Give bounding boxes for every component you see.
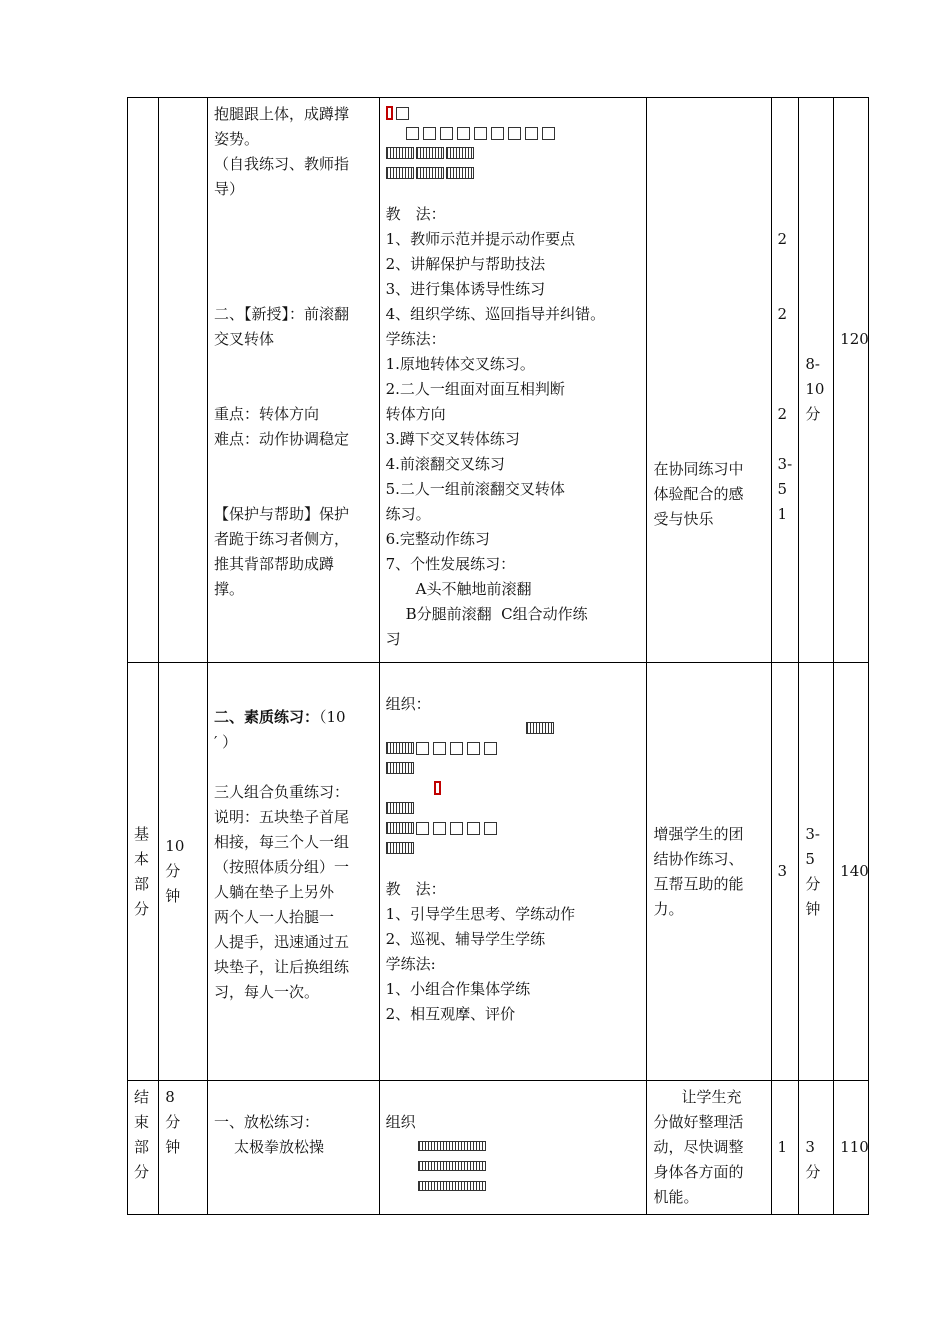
count-value: 3 (777, 862, 788, 880)
time-cell (799, 1081, 834, 1215)
content-cell (208, 98, 380, 663)
goal-line: 分做好整理活 (653, 1113, 744, 1131)
desc-line: 习，每人一次。 (214, 983, 320, 1001)
heart-rate-cell (834, 1081, 869, 1215)
part-label: 分 (134, 899, 150, 918)
time-value: 分 (805, 874, 821, 893)
personal-practice-b: B分腿前滚翻 C组合动作练 (405, 605, 588, 623)
duration-cell (159, 663, 208, 1081)
learn-item: 练习。 (385, 505, 431, 523)
teach-item: 2、讲解保护与帮助技法 (385, 255, 546, 273)
duration-cell (159, 1081, 208, 1215)
content-line: 姿势。 (214, 130, 260, 148)
teach-item: 3、进行集体诱导性练习 (385, 280, 546, 298)
count-cell (771, 98, 799, 663)
time-value: 10 (805, 380, 825, 398)
learn-item: 3.蹲下交叉转体练习 (385, 430, 520, 448)
time-value: 8- (805, 355, 820, 373)
goal-line: 受与快乐 (653, 510, 714, 528)
new-lesson-title: 交叉转体 (214, 330, 275, 348)
learn-item: 4.前滚翻交叉练习 (385, 455, 505, 473)
goal-cell (647, 1081, 771, 1215)
student-rows-icon (386, 162, 641, 182)
method-cell (379, 663, 647, 1081)
content-cell (208, 663, 380, 1081)
protection-text: 者跪于练习者侧方， (214, 530, 350, 548)
lesson-plan-table (127, 97, 869, 1215)
goal-line: 互帮互助的能 (653, 874, 744, 893)
part-label: 部 (134, 874, 150, 893)
student-rows-icon (386, 1175, 641, 1195)
count-value: 2 (777, 405, 788, 423)
learn-item: 2.二人一组面对面互相判断 (385, 380, 565, 398)
duration-value: 10 分 (165, 837, 190, 880)
heart-rate-cell (834, 98, 869, 663)
learn-label: 学练法： (385, 330, 446, 348)
student-rows-icon (386, 142, 641, 162)
count-value: 1 (777, 1138, 788, 1156)
heart-rate-value: 110 (840, 1138, 869, 1156)
protection-text: 撑。 (214, 580, 245, 598)
part-cell (128, 663, 159, 1081)
section-title-time: （10 (319, 708, 346, 726)
section-title (214, 705, 373, 730)
teach-item: 1、引导学生思考、学练动作 (385, 905, 576, 923)
personal-practice-a: A头不触地前滚翻 (415, 580, 532, 598)
teach-item: 2、巡视、辅导学生学练 (385, 930, 546, 948)
part-label: 结 (134, 1088, 150, 1106)
new-lesson-title: 二、【新授】：前滚翻 (214, 305, 350, 323)
student-rows-icon (386, 837, 641, 857)
count-value: 1 (777, 505, 788, 523)
section-title-time: ′ ） (214, 733, 238, 751)
learn-item: 2、相互观摩、评价 (385, 1005, 516, 1023)
formation-diagram (386, 817, 641, 837)
content-cell (208, 1081, 380, 1215)
protection-text: 推其背部帮助成蹲 (214, 555, 335, 573)
time-cell (799, 663, 834, 1081)
goal-line: 力。 (653, 899, 684, 918)
learn-label: 学练法: (385, 955, 436, 973)
heart-rate-value: 140 (840, 862, 869, 880)
part-label: 本 (134, 849, 150, 868)
key-point: 重点：转体方向 (214, 405, 320, 423)
teacher-marker-icon (386, 106, 393, 120)
goal-line: 结协作练习、 (653, 849, 744, 868)
count-cell (771, 663, 799, 1081)
desc-line: 人提手，迅速通过五 (214, 933, 350, 951)
student-rows-icon (386, 757, 641, 777)
goal-line: 体验配合的感 (653, 485, 744, 503)
goal-line: 机能。 (653, 1188, 699, 1206)
goal-line: 让学生充 (681, 1088, 742, 1106)
content-line: 一、放松练习： (214, 1113, 320, 1131)
teach-label: 教 法： (385, 880, 446, 898)
part-label: 束 (134, 1113, 150, 1131)
student-rows-icon (386, 797, 641, 817)
goal-cell (647, 663, 771, 1081)
duration-value: 钟 (165, 887, 181, 905)
content-line: （自我练习、教师指 (214, 155, 350, 173)
time-value: 3 (805, 1138, 815, 1156)
teach-item: 4、组织学练、巡回指导并纠错。 (385, 305, 606, 323)
part-label: 分 (134, 1163, 150, 1181)
count-value: 2 (777, 230, 788, 248)
duration-value: 钟 (165, 1138, 181, 1156)
heart-rate-cell (834, 663, 869, 1081)
table-row (128, 1081, 869, 1215)
content-line: 抱腿跟上体，成蹲撑 (214, 105, 350, 123)
learn-item: 转体方向 (385, 405, 446, 423)
count-value: 5 (777, 480, 788, 498)
duration-cell (159, 98, 208, 663)
part-label: 基 (134, 824, 150, 843)
desc-line: 块垫子，让后换组练 (214, 958, 350, 976)
desc-line: 相接，每三个人一组 (214, 833, 350, 851)
goal-cell (647, 98, 771, 663)
learn-item: 1.原地转体交叉练习。 (385, 355, 535, 373)
method-cell (379, 98, 647, 663)
org-label: 组织： (385, 695, 431, 713)
desc-line: （按照体质分组）一 (214, 858, 350, 876)
desc-line: 两个人一人抬腿一 (214, 908, 335, 926)
method-cell (379, 1081, 647, 1215)
formation-diagram (386, 737, 641, 757)
time-value: 钟 (805, 899, 821, 918)
formation-diagram (386, 102, 641, 122)
difficulty-point: 难点：动作协调稳定 (214, 430, 350, 448)
duration-value: 8 分 (165, 1088, 190, 1131)
learn-item: 6.完整动作练习 (385, 530, 490, 548)
learn-item: 1、小组合作集体学练 (385, 980, 531, 998)
student-rows-icon (386, 1155, 641, 1175)
goal-line: 动，尽快调整 (653, 1138, 744, 1156)
time-cell (799, 98, 834, 663)
goal-line: 身体各方面的 (653, 1163, 744, 1181)
learn-item: 7、个性发展练习： (385, 555, 516, 573)
count-value: 2 (777, 305, 788, 323)
count-cell (771, 1081, 799, 1215)
count-value: 3- (777, 455, 793, 473)
learn-item: 5.二人一组前滚翻交叉转体 (385, 480, 565, 498)
part-cell (128, 98, 159, 663)
part-cell (128, 1081, 159, 1215)
goal-line: 增强学生的团 (653, 824, 744, 843)
desc-line: 三人组合负重练习： (214, 783, 350, 801)
teacher-marker-icon (386, 777, 641, 797)
content-line: 太极拳放松操 (234, 1138, 325, 1156)
content-line: 导） (214, 180, 245, 198)
time-value: 分 (805, 405, 821, 423)
table-row (128, 98, 869, 663)
desc-line: 说明：五块垫子首尾 (214, 808, 350, 826)
student-rows-icon (386, 1135, 641, 1155)
teach-item: 1、教师示范并提示动作要点 (385, 230, 576, 248)
part-label: 部 (134, 1138, 150, 1156)
desc-line: 人躺在垫子上另外 (214, 883, 335, 901)
personal-practice-b: 习 (385, 630, 401, 648)
teach-label: 教 法： (385, 205, 446, 223)
org-label: 组织 (385, 1113, 416, 1131)
student-rows-icon (386, 717, 641, 737)
goal-line: 在协同练习中 (653, 460, 744, 478)
time-value: 分 (805, 1163, 821, 1181)
formation-diagram (386, 122, 641, 142)
section-title-bold: 二、素质练习： (214, 708, 320, 726)
protection-text: 【保护与帮助】保护 (214, 505, 350, 523)
table-row (128, 663, 869, 1081)
heart-rate-value: 120 (840, 330, 869, 348)
time-value: 3-5 (805, 824, 820, 868)
